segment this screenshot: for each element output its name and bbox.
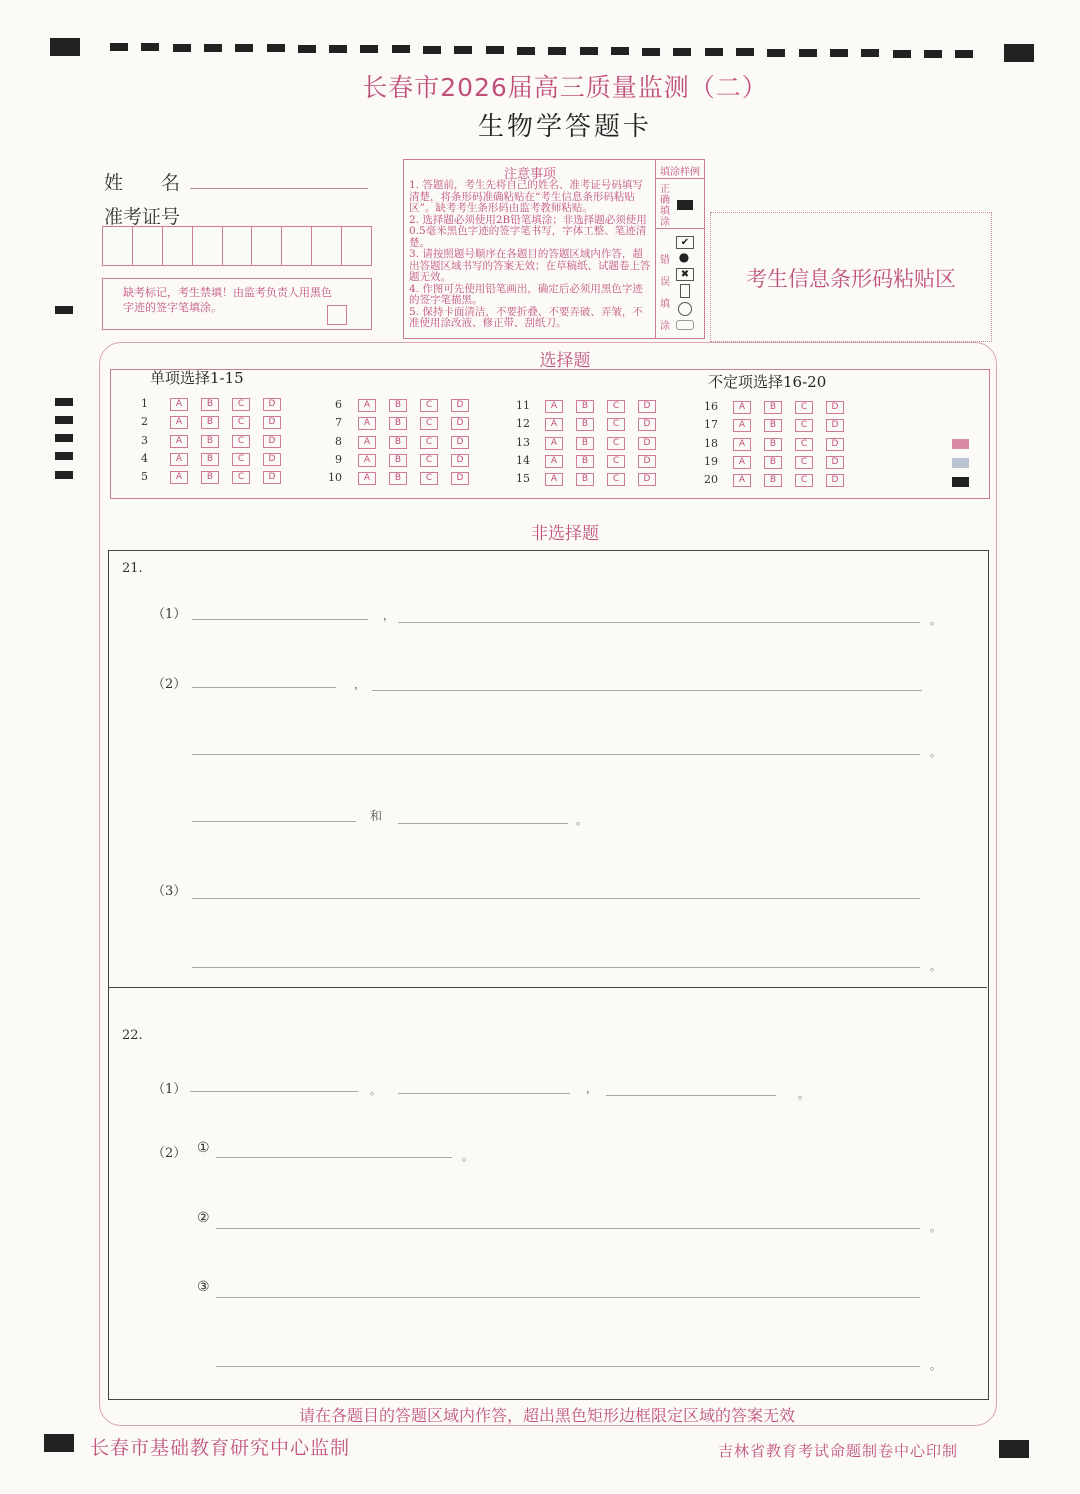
notes-item: 2. 选择题必须使用2B铅笔填涂；非选择题必须使用0.5毫米黑色字迹的签字笔书写，字体工整、笔迹清楚。 bbox=[409, 213, 647, 249]
id-digit-cell[interactable] bbox=[163, 227, 193, 265]
wrong-check-icon: ✔ bbox=[676, 236, 694, 249]
answer-area-warning: 请在各题目的答题区域内作答，超出黑色矩形边框限定区域的答案无效 bbox=[298, 1406, 795, 1425]
option-bubble-c[interactable]: C bbox=[607, 455, 625, 468]
timing-mark bbox=[799, 49, 817, 57]
timing-mark bbox=[767, 49, 785, 57]
id-digit-cell[interactable] bbox=[312, 227, 342, 265]
timing-mark bbox=[736, 48, 754, 56]
option-bubble-b[interactable]: B bbox=[389, 417, 407, 430]
option-bubble-a[interactable]: A bbox=[358, 436, 376, 449]
option-bubble-d[interactable]: D bbox=[263, 453, 281, 466]
timing-mark bbox=[110, 43, 128, 51]
question-number: 16 bbox=[704, 400, 718, 413]
option-bubble-c[interactable]: C bbox=[232, 398, 250, 411]
q22-2-circle-1: ① bbox=[197, 1140, 210, 1156]
timing-mark bbox=[235, 44, 253, 52]
option-bubble-b[interactable]: B bbox=[764, 401, 782, 414]
q22-2-period-1: 。 bbox=[462, 1150, 473, 1163]
q22-2-blank-2[interactable] bbox=[216, 1228, 920, 1229]
choice-section-title: 选择题 bbox=[539, 351, 591, 371]
option-bubble-d[interactable]: D bbox=[826, 474, 844, 487]
swatch-black bbox=[952, 477, 969, 487]
q21-part2-label: （2） bbox=[152, 677, 187, 692]
option-bubble-a[interactable]: A bbox=[545, 400, 563, 413]
q21-2-blank-b[interactable] bbox=[372, 690, 922, 691]
option-bubble-c[interactable]: C bbox=[795, 474, 813, 487]
option-bubble-b[interactable]: B bbox=[201, 398, 219, 411]
question-number: 8 bbox=[335, 434, 342, 448]
timing-mark-corner bbox=[50, 38, 80, 56]
option-bubble-c[interactable]: C bbox=[420, 454, 438, 467]
question-number: 12 bbox=[516, 417, 530, 431]
option-bubble-c[interactable]: C bbox=[795, 419, 813, 432]
correct-fill-label: 正确填涂 bbox=[660, 184, 670, 228]
option-bubble-a[interactable]: A bbox=[545, 455, 563, 468]
timing-mark bbox=[454, 46, 472, 54]
option-bubble-a[interactable]: A bbox=[733, 419, 751, 432]
nonchoice-section-title: 非选择题 bbox=[531, 524, 599, 544]
q22-2-blank-3[interactable] bbox=[216, 1297, 920, 1298]
swatch-pink bbox=[952, 439, 969, 449]
correct-fill-sample bbox=[677, 200, 693, 210]
notes-title: 注意事项 bbox=[503, 167, 556, 182]
question-number: 14 bbox=[516, 453, 530, 467]
option-bubble-b[interactable]: B bbox=[576, 473, 594, 486]
option-bubble-c[interactable]: C bbox=[795, 456, 813, 469]
supervisor-label: 长春市基础教育研究中心监制 bbox=[90, 1437, 351, 1459]
absent-mark-box bbox=[102, 278, 372, 330]
q22-1-blank-b[interactable] bbox=[398, 1093, 570, 1094]
option-bubble-c[interactable]: C bbox=[607, 418, 625, 431]
wrong-half-icon bbox=[680, 284, 690, 298]
option-bubble-b[interactable]: B bbox=[764, 438, 782, 451]
option-bubble-b[interactable]: B bbox=[764, 456, 782, 469]
question-number: 18 bbox=[704, 436, 718, 450]
option-bubble-a[interactable]: A bbox=[733, 401, 751, 414]
id-digit-cell[interactable] bbox=[282, 227, 312, 265]
q22-2-period-2: 。 bbox=[930, 1221, 941, 1234]
option-bubble-d[interactable]: D bbox=[638, 400, 656, 413]
timing-mark bbox=[924, 50, 942, 58]
timing-mark bbox=[329, 45, 347, 53]
option-bubble-b[interactable]: B bbox=[576, 400, 594, 413]
timing-mark bbox=[298, 45, 316, 53]
q22-2-blank-1[interactable] bbox=[216, 1157, 452, 1158]
id-digit-cell[interactable] bbox=[342, 227, 371, 265]
option-bubble-b[interactable]: B bbox=[389, 436, 407, 449]
timing-mark-corner bbox=[999, 1440, 1029, 1458]
q21-1-comma: ， bbox=[383, 609, 394, 622]
q21-3-blank-a[interactable] bbox=[192, 898, 920, 899]
option-bubble-b[interactable]: B bbox=[389, 454, 407, 467]
question-number: 3 bbox=[141, 433, 148, 447]
option-bubble-a[interactable]: A bbox=[358, 417, 376, 430]
timing-mark bbox=[204, 44, 222, 52]
q21-part3-label: （3） bbox=[152, 884, 187, 899]
notes-item: 5. 保持卡面清洁，不要折叠、不要弄破、弄皱，不准使用涂改液、修正带、刮纸刀。 bbox=[409, 305, 643, 329]
option-bubble-b[interactable]: B bbox=[201, 416, 219, 429]
option-bubble-c[interactable]: C bbox=[420, 436, 438, 449]
q22-1-period-b: 。 bbox=[798, 1088, 809, 1101]
option-bubble-a[interactable]: A bbox=[545, 418, 563, 431]
notes-item: 1. 答题前，考生先将自己的姓名、准考证号码填写清楚，将条形码准确粘贴在“考生信息条形码粘贴区”。缺考考生条形码由监考教师粘贴。 bbox=[409, 179, 643, 214]
timing-mark bbox=[548, 47, 566, 55]
option-bubble-a[interactable]: A bbox=[170, 398, 188, 411]
q21-2-blank-c[interactable] bbox=[192, 754, 920, 755]
wrong-circle-icon bbox=[678, 302, 692, 316]
option-bubble-c[interactable]: C bbox=[420, 399, 438, 412]
timing-mark bbox=[55, 452, 73, 460]
option-bubble-d[interactable]: D bbox=[826, 438, 844, 451]
barcode-area bbox=[710, 212, 992, 342]
option-bubble-a[interactable]: A bbox=[358, 472, 376, 485]
option-bubble-a[interactable]: A bbox=[170, 435, 188, 448]
timing-mark bbox=[392, 45, 410, 53]
option-bubble-c[interactable]: C bbox=[420, 472, 438, 485]
timing-mark bbox=[55, 416, 73, 424]
option-bubble-d[interactable]: D bbox=[451, 436, 469, 449]
option-bubble-c[interactable]: C bbox=[232, 453, 250, 466]
question-number: 1 bbox=[141, 397, 148, 410]
id-label: 准考证号 bbox=[104, 206, 181, 228]
timing-mark bbox=[517, 47, 535, 55]
answer-frame bbox=[108, 550, 989, 1400]
exam-title: 长春市2026届高三质量监测（二） bbox=[362, 73, 768, 102]
option-bubble-b[interactable]: B bbox=[764, 474, 782, 487]
option-bubble-b[interactable]: B bbox=[389, 472, 407, 485]
option-bubble-c[interactable]: C bbox=[607, 473, 625, 486]
option-bubble-a[interactable]: A bbox=[733, 474, 751, 487]
option-bubble-c[interactable]: C bbox=[795, 438, 813, 451]
timing-mark-corner bbox=[44, 1434, 74, 1452]
question-number: 10 bbox=[328, 471, 342, 485]
q21-2-period-b: 。 bbox=[576, 814, 587, 827]
q21-2-comma: ， bbox=[354, 678, 365, 691]
timing-mark bbox=[141, 43, 159, 51]
option-bubble-a[interactable]: A bbox=[170, 416, 188, 429]
option-bubble-b[interactable]: B bbox=[389, 399, 407, 412]
timing-mark bbox=[955, 50, 973, 58]
question-number: 6 bbox=[335, 398, 342, 411]
timing-mark bbox=[705, 48, 723, 56]
option-bubble-d[interactable]: D bbox=[826, 419, 844, 432]
q22-2-circle-2: ② bbox=[197, 1210, 210, 1226]
single-choice-label: 单项选择1-15 bbox=[150, 369, 244, 387]
name-label: 姓 名 bbox=[104, 172, 181, 194]
option-bubble-a[interactable]: A bbox=[545, 437, 563, 450]
q21-number: 21. bbox=[122, 561, 143, 576]
q21-3-period: 。 bbox=[930, 960, 941, 973]
multi-choice-label: 不定项选择16-20 bbox=[708, 373, 827, 391]
q21-2-and: 和 bbox=[370, 809, 383, 823]
question-number: 15 bbox=[516, 472, 530, 486]
q21-3-blank-b[interactable] bbox=[192, 967, 920, 968]
option-bubble-d[interactable]: D bbox=[826, 401, 844, 414]
q22-1-comma: ， bbox=[586, 1082, 597, 1095]
option-bubble-c[interactable]: C bbox=[795, 401, 813, 414]
q22-part2-label: （2） bbox=[152, 1146, 187, 1161]
option-bubble-b[interactable]: B bbox=[764, 419, 782, 432]
timing-mark bbox=[423, 46, 441, 54]
question-number: 19 bbox=[704, 454, 718, 468]
option-bubble-c[interactable]: C bbox=[232, 435, 250, 448]
option-bubble-a[interactable]: A bbox=[170, 471, 188, 484]
q21-1-blank-a[interactable] bbox=[192, 619, 368, 620]
q22-number: 22. bbox=[122, 1028, 143, 1043]
option-bubble-c[interactable]: C bbox=[607, 437, 625, 450]
option-bubble-b[interactable]: B bbox=[201, 471, 219, 484]
swatch-gray bbox=[952, 458, 969, 468]
timing-mark bbox=[55, 398, 73, 406]
q21-part1-label: （1） bbox=[152, 607, 187, 622]
absent-note: 缺考标记，考生禁填！由监考负责人用黑色字迹的签字笔填涂。 bbox=[123, 286, 332, 314]
sample-title: 填涂样例 bbox=[660, 167, 700, 178]
timing-mark bbox=[580, 47, 598, 55]
timing-mark bbox=[673, 48, 691, 56]
question-number: 7 bbox=[335, 416, 342, 430]
timing-mark bbox=[55, 306, 73, 314]
notes-item: 4. 作图可先使用铅笔画出，确定后必须用黑色字迹的签字笔描黑。 bbox=[409, 282, 643, 306]
timing-mark bbox=[486, 46, 504, 54]
timing-mark bbox=[173, 44, 191, 52]
option-bubble-d[interactable]: D bbox=[638, 437, 656, 450]
id-digit-cell[interactable] bbox=[103, 227, 133, 265]
q21-2-blank-e[interactable] bbox=[398, 823, 568, 824]
timing-mark bbox=[55, 471, 73, 479]
q21-1-blank-b[interactable] bbox=[398, 622, 920, 623]
option-bubble-d[interactable]: D bbox=[638, 455, 656, 468]
question-number: 13 bbox=[516, 435, 530, 449]
id-digit-cell[interactable] bbox=[193, 227, 223, 265]
printer-label: 吉林省教育考试命题制卷中心印制 bbox=[718, 1442, 959, 1460]
option-bubble-d[interactable]: D bbox=[263, 416, 281, 429]
option-bubble-c[interactable]: C bbox=[607, 400, 625, 413]
q22-2-blank-4[interactable] bbox=[216, 1366, 920, 1367]
question-number: 11 bbox=[516, 399, 530, 412]
option-bubble-c[interactable]: C bbox=[232, 471, 250, 484]
wrong-cross-icon: ✖ bbox=[676, 268, 694, 281]
q22-2-period-3: 。 bbox=[930, 1359, 941, 1372]
q22-part1-label: （1） bbox=[152, 1082, 187, 1097]
timing-mark bbox=[360, 45, 378, 53]
option-bubble-a[interactable]: A bbox=[733, 438, 751, 451]
option-bubble-a[interactable]: A bbox=[545, 473, 563, 486]
id-digit-cell[interactable] bbox=[133, 227, 163, 265]
wrong-dot-icon: ● bbox=[678, 250, 690, 264]
q21-2-blank-d[interactable] bbox=[192, 821, 356, 822]
notes-list bbox=[409, 180, 651, 330]
question-number: 4 bbox=[141, 451, 148, 465]
option-bubble-d[interactable]: D bbox=[263, 471, 281, 484]
question-number: 20 bbox=[704, 473, 718, 487]
q21-1-period: 。 bbox=[930, 614, 941, 627]
notes-panel bbox=[403, 159, 705, 339]
id-number-grid[interactable] bbox=[102, 226, 372, 266]
option-bubble-d[interactable]: D bbox=[638, 473, 656, 486]
option-bubble-d[interactable]: D bbox=[451, 399, 469, 412]
option-bubble-a[interactable]: A bbox=[358, 399, 376, 412]
option-bubble-d[interactable]: D bbox=[638, 418, 656, 431]
timing-mark bbox=[611, 47, 629, 55]
timing-mark bbox=[267, 44, 285, 52]
option-bubble-b[interactable]: B bbox=[576, 418, 594, 431]
option-bubble-b[interactable]: B bbox=[576, 437, 594, 450]
timing-mark-corner bbox=[1004, 44, 1034, 62]
question-number: 17 bbox=[704, 418, 718, 432]
question-number: 5 bbox=[141, 470, 148, 484]
q21-2-period: 。 bbox=[930, 746, 941, 759]
q22-1-blank-a[interactable] bbox=[190, 1091, 358, 1092]
question-number: 9 bbox=[335, 452, 342, 466]
timing-mark bbox=[55, 434, 73, 442]
option-bubble-b[interactable]: B bbox=[576, 455, 594, 468]
wrong-light-icon bbox=[676, 320, 694, 330]
option-bubble-b[interactable]: B bbox=[201, 453, 219, 466]
option-bubble-a[interactable]: A bbox=[733, 456, 751, 469]
option-bubble-d[interactable]: D bbox=[263, 398, 281, 411]
timing-mark bbox=[830, 49, 848, 57]
notes-item: 3. 请按照题号顺序在各题目的答题区域内作答，超出答题区域书写的答案无效；在草稿纸、试题卷上答题无效。 bbox=[409, 248, 651, 283]
option-bubble-d[interactable]: D bbox=[451, 454, 469, 467]
q22-2-circle-3: ③ bbox=[197, 1279, 210, 1295]
option-bubble-c[interactable]: C bbox=[420, 417, 438, 430]
timing-mark bbox=[893, 50, 911, 58]
option-bubble-d[interactable]: D bbox=[451, 417, 469, 430]
q21-2-blank-a[interactable] bbox=[192, 687, 336, 688]
option-bubble-d[interactable]: D bbox=[263, 435, 281, 448]
id-digit-cell[interactable] bbox=[252, 227, 282, 265]
wrong-fill-label: 错误填涂 bbox=[660, 255, 670, 332]
barcode-area-label: 考生信息条形码粘贴区 bbox=[746, 267, 956, 291]
id-digit-cell[interactable] bbox=[223, 227, 253, 265]
question-number: 2 bbox=[141, 415, 148, 429]
option-bubble-a[interactable]: A bbox=[170, 453, 188, 466]
option-bubble-a[interactable]: A bbox=[358, 454, 376, 467]
option-bubble-d[interactable]: D bbox=[451, 472, 469, 485]
absent-fill-box[interactable] bbox=[327, 305, 347, 325]
option-bubble-b[interactable]: B bbox=[201, 435, 219, 448]
q22-1-period: 。 bbox=[370, 1084, 381, 1097]
timing-mark bbox=[642, 48, 660, 56]
timing-mark bbox=[861, 49, 879, 57]
option-bubble-c[interactable]: C bbox=[232, 416, 250, 429]
name-field[interactable] bbox=[190, 188, 368, 189]
option-bubble-d[interactable]: D bbox=[826, 456, 844, 469]
card-title: 生物学答题卡 bbox=[477, 112, 652, 142]
q22-1-blank-c[interactable] bbox=[606, 1095, 776, 1096]
